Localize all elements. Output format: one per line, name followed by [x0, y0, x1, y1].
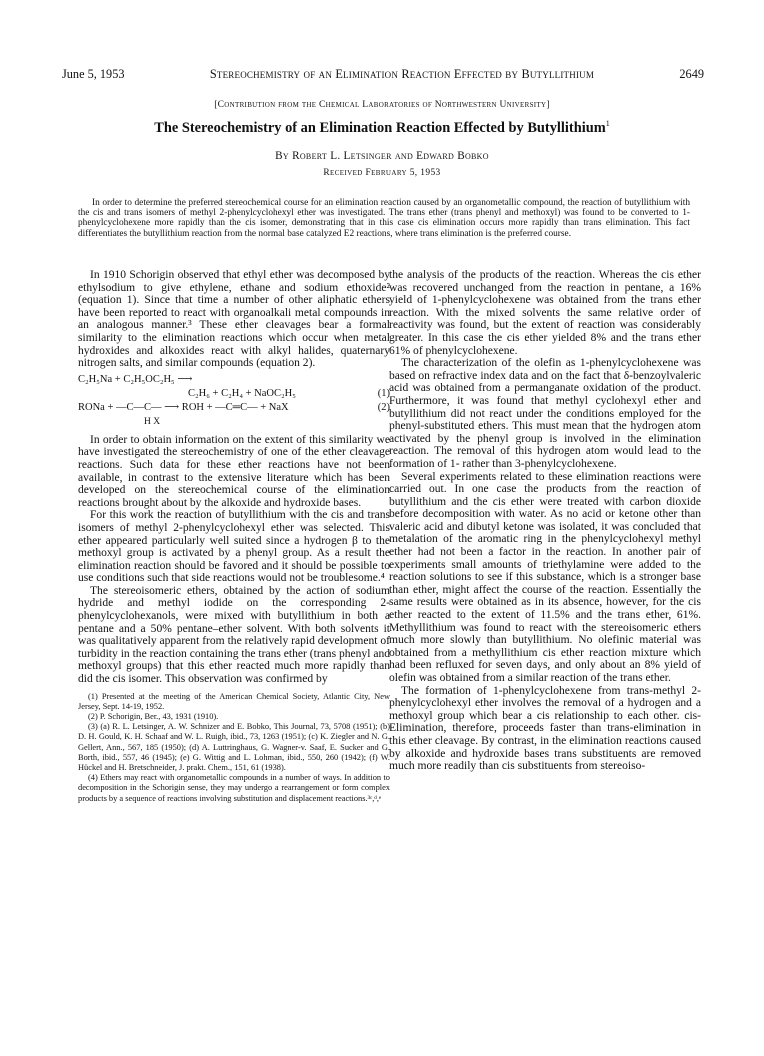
equation-1-reactants: C₂H₅Na + C₂H₅OC₂H₅ ⟶ [78, 374, 193, 386]
contribution-line: [Contribution from the Chemical Laboratories of Northwestern University] [214, 100, 550, 110]
equation-2-line [78, 402, 390, 416]
equation-1-products: C₂H₆ + C₂H₄ + NaOC₂H₅ [188, 388, 296, 400]
running-title: Stereochemistry of an Elimination Reaction Effected by Butyllithium [209, 67, 595, 81]
equation-2-body: RONa + —C—C— ⟶ ROH + —C═C— + NaX [78, 402, 289, 414]
paragraph: In 1910 Schorigin observed that ethyl ether was decomposed by ethylsodium to give ethylene, ethane and sodium ethoxide² (equation 1). Since that time a number of other aliphatic ethers have been reported to react with organoalkali metal compounds in an analogous manner.³ These ether cleavages bear a formal similarity to the elimination reactions which occur when metal hydroxides and alkoxides react with alkyl halides, quaternary nitrogen salts, and similar compounds (equation 2). [78, 269, 390, 370]
footnote: (3) (a) R. L. Letsinger, A. W. Schnizer and E. Bobko, This Journal, 73, 5708 (1951); (b) D. H. Gould, K. H. Schaaf and W. L. Ruigh, ibid., 73, 1263 (1951); (c) K. Ziegler and N. G. Gellert, Ann., 567, 185 (1950); (d) A. Luttringhaus, G. Wagner-v. Saaf, E. Sucker and G. Borth, ibid., 557, 46 (1945); (e) G. Wittig and L. Lohman, ibid., 550, 260 (1942); (f) W. Hückel and H. Bretschneider, J. prakt. Chem., 151, 61 (1938). [78, 722, 390, 773]
footnotes [78, 692, 390, 804]
received-date: Received February 5, 1953 [323, 168, 441, 178]
paragraph: Several experiments related to these elimination reactions were carried out. In one case the products from the reaction of butyllithium and the cis ether were treated with carbon dioxide before decomposition with water. As no acid or ketone other than valeric acid and dibutyl ketone was isolated, it was concluded that metalation of the aromatic ring in the phenylcyclohexyl methyl ether had not been a factor in the reaction. In another pair of experiments small amounts of triethylamine were added to the reaction solutions to see if this substance, which is a stronger base than ether, might affect the course of the reaction. Essentially the same results were obtained as in its absence, however, for the cis ether reacted to the extent of 11.5% and the trans ether, 61%. Methyllithium was found to react with the stereoisomeric ethers much more slowly than butyllithium. No olefinic material was obtained from a methyllithium cis ether reaction mixture which had been refluxed for seven days, and only about an 8% yield of olefin was obtained from a similar reaction of the trans ether. [389, 470, 701, 684]
byline: By Robert L. Letsinger and Edward Bobko [275, 150, 489, 162]
equation-2-sub-label: H X [144, 417, 161, 428]
equation-1-line-2 [78, 388, 390, 402]
footnote: (1) Presented at the meeting of the American Chemical Society, Atlantic City, New Jersey, Sept. 14-19, 1952. [78, 691, 390, 711]
title-footnote-marker: 1 [605, 119, 610, 129]
page-number: 2649 [679, 67, 704, 81]
paragraph: The characterization of the olefin as 1-phenylcyclohexene was based on refractive index data and on the fact that δ-benzoylvaleric acid was obtained from a permanganate oxidation of the product. Furthermore, it was found that methyl cyclohexyl ether and butyllithium did not react under the conditions employed for the phenyl-substituted ethers. This must mean that the hydrogen atom activated by the phenyl group is involved in the elimination reaction. The removal of this hydrogen atom would lead to the formation of 1- rather than 3-phenylcyclohexene. [389, 357, 701, 470]
right-column [389, 269, 701, 773]
left-column [78, 269, 390, 804]
footnote: (4) Ethers may react with organometallic compounds in a number of ways. In addition to decomposition in the Schorigin sense, they may undergo a rearrangement or form complex products by a sequence of reactions involving substitution and displacement reactions.³ᶜ,ᵈ,ᵉ [78, 773, 390, 803]
equation-1-line-1 [78, 374, 390, 388]
running-header [62, 67, 704, 83]
paragraph: The stereoisomeric ethers, obtained by the action of sodium hydride and methyl iodide on the corresponding 2-phenylcyclohexanols, were mixed with butyllithium in both a pentane and a 50% pentane–ether solvent. With both solvents it was qualitatively apparent from the relatively rapid development of turbidity in the reaction containing the trans ether (trans phenyl and methoxyl groups) that this ether reacted much more rapidly than did the cis isomer. This observation was confirmed by [78, 584, 390, 686]
paragraph: For this work the reaction of butyllithium with the cis and trans isomers of methyl 2-phenylcyclohexyl ether was selected. This ether appeared particularly well suited since a hydrogen β to the methoxyl group is activated by a phenyl group. As a result the elimination reaction should be favored and it should be possible to use conditions such that side reactions would not be troublesome.⁴ [78, 509, 390, 585]
paragraph: the analysis of the products of the reaction. Whereas the cis ether was recovered unchanged from the reaction in pentane, a 16% yield of 1-phenylcyclohexene was obtained from the trans ether reaction. With the mixed solvents the same relative order of reactivity was found, but the extent of reaction was considerably greater. In this case the cis ether yielded 8% and the trans ether 61% of phenylcyclohexene. [389, 269, 701, 357]
footnote: (2) P. Schorigin, Ber., 43, 1931 (1910). [88, 712, 219, 722]
abstract: In order to determine the preferred stereochemical course for an elimination reaction caused by an organometallic compound, the reaction of butyllithium with the cis and trans isomers of methyl 2-phenylcyclohexyl ether was investigated. The trans ether (trans phenyl and methoxyl) was found to be converted to 1-phenylcyclohexene more rapidly than the cis isomer, demonstrating that in this case cis elimination occurs more rapidly than trans elimination. This fact differentiates the butyllithium reaction from the normal base catalyzed E2 reactions, where trans elimination is the preferred course. [78, 198, 690, 239]
paragraph: In order to obtain information on the extent of this similarity we have investigated the stereochemistry of one of the ether cleavage reactions. Such data for these ether reactions have not been available, in contrast to the extensive literature which has been developed on the stereochemical course of the elimination reactions brought about by the alkoxide and hydroxide bases. [78, 433, 390, 509]
equation-1-number: (1) [377, 388, 390, 400]
equation-2-substituents [78, 416, 390, 430]
paragraph: The formation of 1-phenylcyclohexene from trans-methyl 2-phenylcyclohexyl ether involves the removal of a hydrogen and a methoxyl group which bear a cis relationship to each other. cis-Elimination, therefore, proceeds faster than trans-elimination in this ether cleavage. By contrast, in the elimination reactions caused by alkoxide and hydroxide bases trans substituents are removed much more readily than cis substituents from stereoiso- [389, 684, 701, 773]
equations [78, 374, 390, 430]
article-title-text: The Stereochemistry of an Elimination Reaction Effected by Butyllithium [154, 120, 606, 136]
article-title [0, 120, 764, 137]
equation-2-number: (2) [377, 402, 390, 414]
issue-date: June 5, 1953 [62, 67, 125, 81]
